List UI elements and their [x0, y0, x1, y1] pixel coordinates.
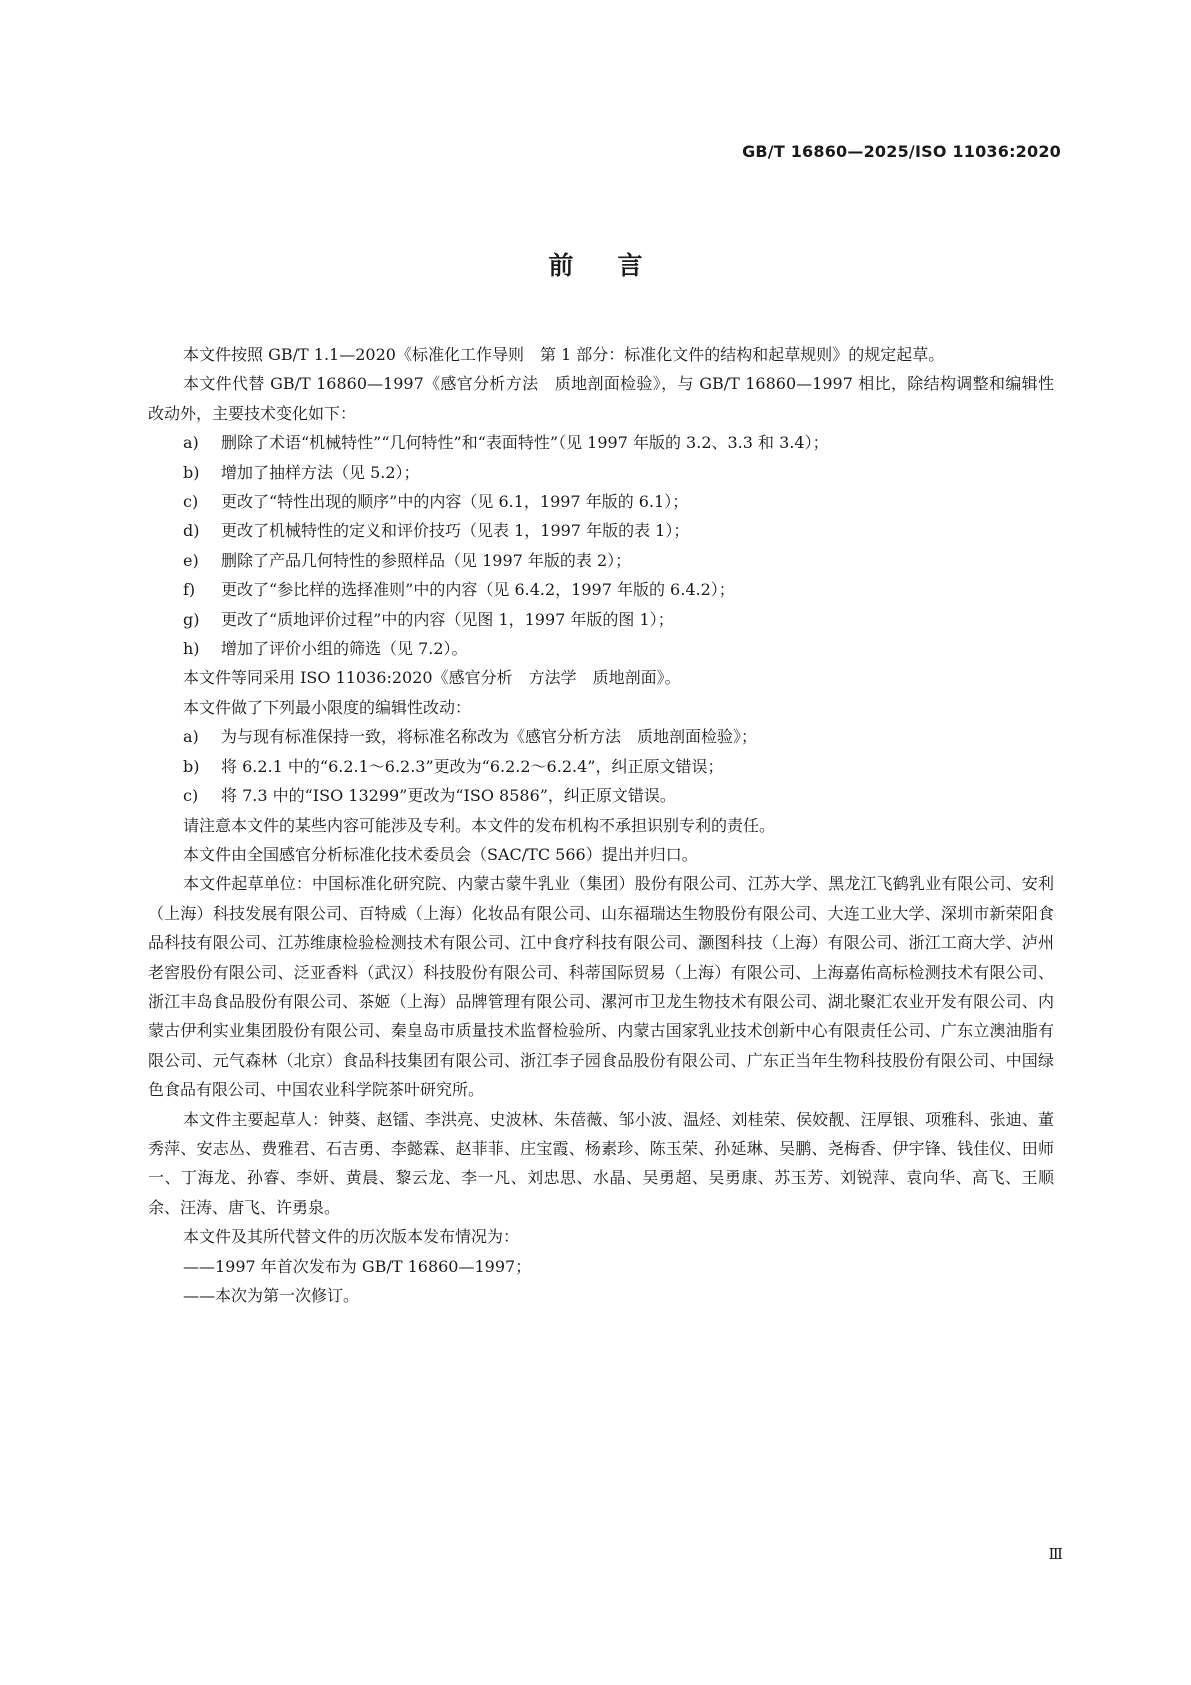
list-marker: b)	[183, 756, 200, 776]
list-item-text: 将 6.2.1 中的“6.2.1～6.2.3”更改为“6.2.2～6.2.4”，纠正原文错误；	[221, 756, 724, 776]
list-marker: h)	[183, 639, 200, 659]
list-item-text: 将 7.3 中的“ISO 13299”更改为“ISO 8586”，纠正原文错误。	[221, 786, 676, 806]
foreword-body	[148, 340, 1054, 1310]
paragraph-history-intro: 本文件及其所代替文件的历次版本发布情况为：	[183, 1227, 520, 1247]
list-item	[148, 781, 1054, 810]
paragraph-patent-notice: 请注意本文件的某些内容可能涉及专利。本文件的发布机构不承担识别专利的责任。	[183, 815, 776, 835]
history-item: ——1997 年首次发布为 GB/T 16860—1997；	[183, 1256, 532, 1276]
list-item-text: 删除了产品几何特性的参照样品（见 1997 年版的表 2）；	[221, 550, 632, 570]
paragraph-drafting-units: 本文件起草单位：中国标准化研究院、内蒙古蒙牛乳业（集团）股份有限公司、江苏大学、黑龙江飞鹤乳业有限公司、安利（上海）科技发展有限公司、百特威（上海）化妆品有限公司、山东福瑞达生物股份有限公司、大连工业大学、深圳市新荣阳食品科技有限公司、江苏维康检验检测技术有限公司、江中食疗科技有限公司、灏图科技（上海）有限公司、浙江工商大学、泸州老窖股份有限公司、泛亚香料（武汉）科技股份有限公司、科蒂国际贸易（上海）有限公司、上海嘉佑高标检测技术有限公司、浙江丰岛食品股份有限公司、茶姬（上海）品牌管理有限公司、漯河市卫龙生物技术有限公司、湖北聚汇农业开发有限公司、内蒙古伊利实业集团股份有限公司、秦皇岛市质量技术监督检验所、内蒙古国家乳业技术创新中心有限责任公司、广东立澳油脂有限公司、元气森林（北京）食品科技集团有限公司、浙江李子园食品股份有限公司、广东正当年生物科技股份有限公司、中国绿色食品有限公司、中国农业科学院茶叶研究所。	[148, 874, 1054, 1100]
list-marker: g)	[183, 609, 200, 629]
list-item	[148, 516, 1054, 545]
page-number: Ⅲ	[1048, 1545, 1063, 1563]
list-item	[148, 722, 1054, 751]
technical-changes-list	[148, 428, 1054, 663]
paragraph-editorial-intro: 本文件做了下列最小限度的编辑性改动：	[183, 697, 472, 717]
list-item	[148, 634, 1054, 663]
list-item-text: 为与现有标准保持一致，将标准名称改为《感官分析方法 质地剖面检验》；	[221, 727, 758, 747]
list-item	[148, 546, 1054, 575]
list-item	[148, 752, 1054, 781]
list-marker: c)	[183, 786, 199, 806]
list-item	[148, 428, 1054, 457]
list-marker: d)	[183, 521, 200, 541]
list-item	[148, 458, 1054, 487]
paragraph-adoption: 本文件等同采用 ISO 11036:2020《感官分析 方法学 质地剖面》。	[183, 668, 681, 688]
list-marker: c)	[183, 492, 199, 512]
list-item-text: 增加了评价小组的筛选（见 7.2）。	[221, 639, 468, 659]
history-list	[148, 1252, 1054, 1311]
list-item-text: 增加了抽样方法（见 5.2）；	[221, 462, 420, 482]
list-item-text: 删除了术语“机械特性”“几何特性”和“表面特性”（见 1997 年版的 3.2、3.3 和 3.4）；	[221, 433, 829, 453]
standard-code: GB/T 16860—2025/ISO 11036:2020	[742, 142, 1061, 161]
list-item-text: 更改了“质地评价过程”中的内容（见图 1，1997 年版的图 1）；	[221, 609, 674, 629]
list-marker: a)	[183, 433, 199, 453]
history-item: ——本次为第一次修订。	[183, 1286, 360, 1305]
paragraph-drafters: 本文件主要起草人：钟葵、赵镭、李洪亮、史波林、朱蓓薇、邹小波、温烃、刘桂荣、侯姣靓、汪厚银、项雅科、张迪、董秀萍、安志丛、费雅君、石吉勇、李懿霖、赵菲菲、庄宝霞、杨素珍、陈玉荣、孙延琳、吴鹏、尧梅香、伊宇锋、钱佳仪、田师一、丁海龙、孙睿、李妍、黄晨、黎云龙、李一凡、刘忠思、水晶、吴勇超、吴勇康、苏玉芳、刘锐萍、袁向华、高飞、王顺余、汪涛、唐飞、许勇泉。	[148, 1109, 1054, 1217]
page-title: 前言	[548, 251, 687, 280]
list-item	[148, 575, 1054, 604]
list-marker: a)	[183, 727, 199, 747]
paragraph-proposer: 本文件由全国感官分析标准化技术委员会（SAC/TC 566）提出并归口。	[183, 844, 698, 864]
list-marker: f)	[183, 580, 196, 600]
list-item	[148, 605, 1054, 634]
list-item-text: 更改了“参比样的选择准则”中的内容（见 6.4.2，1997 年版的 6.4.2）；	[221, 580, 735, 600]
list-item-text: 更改了“特性出现的顺序”中的内容（见 6.1，1997 年版的 6.1）；	[221, 492, 689, 512]
paragraph-drafting-rule: 本文件按照 GB/T 1.1—2020《标准化工作导则 第 1 部分：标准化文件的结构和起草规则》的规定起草。	[183, 345, 945, 364]
editorial-changes-list	[148, 722, 1054, 810]
paragraph-replacement: 本文件代替 GB/T 16860—1997《感官分析方法 质地剖面检验》，与 GB/T 16860—1997 相比，除结构调整和编辑性改动外，主要技术变化如下：	[148, 374, 1054, 423]
list-item-text: 更改了机械特性的定义和评价技巧（见表 1，1997 年版的表 1）；	[221, 521, 690, 541]
list-item	[148, 487, 1054, 516]
list-marker: b)	[183, 462, 200, 482]
list-marker: e)	[183, 550, 199, 570]
